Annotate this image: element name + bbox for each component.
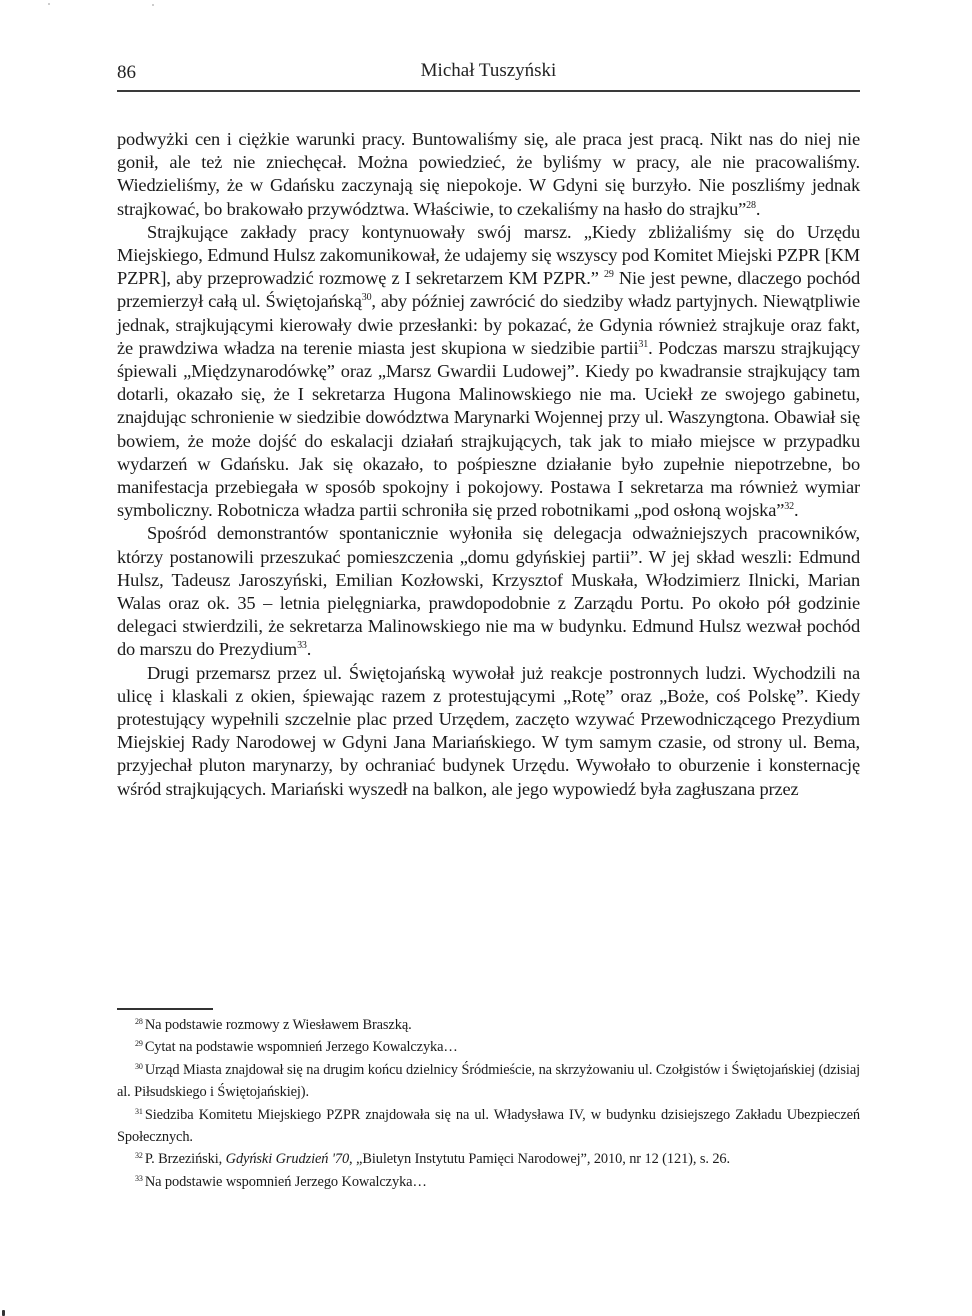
header-rule [117, 90, 860, 92]
text-run: Nie jest pewne, dlaczego pochód przemierzył całą ul. Świętojańską [117, 268, 860, 312]
text-run: Urząd Miasta znajdował się na drugim końcu dzielnicy Śródmieście, na skrzyżowaniu ul. Czołgistów i Świętojańskiej (dzisiaj al. Piłsudskiego i Świętojańskiej). [117, 1061, 860, 1101]
scan-speck [48, 3, 50, 5]
footnote [117, 1104, 860, 1149]
running-head-author: Michał Tuszyński [420, 60, 557, 81]
text-run: , aby później zawrócić do siedziby władz partyjnych. Niewątpliwie jednak, strajkującymi kierowały dwie przesłanki: by pokazać, że Gdynia również strajkuje oraz fakt, że prawdziwa władza na terenie miasta jest skupiona w siedzibie partii [117, 291, 860, 358]
text-run: Spośród demonstrantów spontanicznie wyłoniła się delegacja odważniejszych pracowników, którzy postanowili przeszukać pomieszczenia „domu gdyńskiej partii”. W jej skład weszli: Edmund Hulsz, Tadeusz Jaroszyński, Emilian Kozłowski, Krzysztof Muskała, Włodzimierz Ilnicki, Marian Walas oraz ok. 35 – letnia pielęgniarka, prawdopodobnie z Zarządu Portu. Po około pół godzinie delegaci stwierdzili, że sekretarza Malinowskiego nie ma w budynku. Edmund Hulsz wezwał pochód do marszu do Prezydium [117, 523, 860, 660]
text-run: Siedziba Komitetu Miejskiego PZPR znajdowała się na ul. Władysława IV, w budynku dzisiejszego Zakładu Ubezpieczeń Społecznych. [117, 1106, 860, 1146]
scan-speck [152, 4, 154, 6]
text-run: . [793, 500, 799, 521]
scan-speck [2, 1310, 5, 1316]
text-run: Cytat na podstawie wspomnień Jerzego Kowalczyka… [144, 1039, 458, 1056]
text-run: , „Biuletyn Instytutu Pamięci Narodowej”, 2010, nr 12 (121), s. 26. [349, 1151, 731, 1168]
italic-title: Gdyński Grudzień '70 [225, 1151, 350, 1168]
text-run: Drugi przemarsz przez ul. Świętojańską wywołał już reakcje postronnych ludzi. Wychodzili na ulicę i klaskali z okien, śpiewając razem z protestującymi „Rotę” oraz „Boże, coś Polskę”. Kiedy protestujący wypełnili szczelnie plac przed Urzędem, zaczęto wzywać Przewodniczącego Prezydium Miejskiej Rady Narodowej w Gdyni Jana Mariańskiego. W tym samym czasie, od strony ul. Bema, przyjechał pluton marynarzy, by ochraniać budynek Urzędu. Wywołało to oburzenie i konsternację wśród strajkujących. Mariański wyszedł na balkon, ale jego wypowiedź była zagłuszana przez [117, 662, 860, 799]
footnote-reference: 30 [361, 292, 372, 304]
footnote [117, 1171, 860, 1193]
text-run: Strajkujące zakłady pracy kontynuowały swój marsz. „Kiedy zbliżaliśmy się do Urzędu Miejskiego, Edmund Hulsz zakomunikował, że udajemy się wszyscy pod Komitet Miejski PZPR [KM PZPR], aby przeprowadzić rozmowę z I sekretarzem KM PZPR.” [117, 221, 860, 289]
footnote-reference: 29 [603, 269, 614, 281]
text-run: . [755, 198, 761, 219]
footnote-number: 29 [135, 1039, 143, 1049]
text-run: P. Brzeziński, [144, 1151, 226, 1168]
footnote [117, 1059, 860, 1104]
text-run: Na podstawie rozmowy z Wiesławem Braszką. [144, 1017, 412, 1033]
text-run: Na podstawie wspomnień Jerzego Kowalczyka… [144, 1173, 427, 1190]
footnote-number: 30 [135, 1061, 143, 1071]
footnote-separator [117, 1008, 213, 1010]
footnote-reference: 28 [746, 199, 756, 211]
paragraph [117, 522, 860, 661]
body-text [117, 128, 860, 801]
footnote-reference: 33 [297, 640, 307, 652]
paragraph [117, 221, 860, 523]
footnote-number: 28 [135, 1017, 143, 1026]
footnote [117, 1014, 860, 1036]
text-run: . Podczas marszu strajkujący śpiewali „Międzynarodówkę” oraz „Marsz Gwardii Ludowej”. Kiedy po kwadransie strajkujący tam dotarli, okazało się, że I sekretarza Hugona Malinowskiego nie ma. Uciekł ze swojego gabinetu, znajdując schronienie w siedzibie dowództwa Marynarki Wojennej przy ul. Waszyngtona. Obawiał się bowiem, że może dojść do eskalacji działań strajkujących, tak jak to miało miejsce w przypadku wydarzeń w Gdańsku. Jak się okazało, to pośpieszne działanie było zupełnie niepotrzebne, bo manifestacja przebiegała w sposób spokojny i pokojowy. Postawa I sekretarza ma również wymiar symboliczny. Robotnicza władza partii schroniła się przed robotnikami „pod osłoną wojska” [117, 337, 860, 521]
text-run: podwyżki cen i ciężkie warunki pracy. Buntowaliśmy się, ale praca jest pracą. Nikt nas do niej nie gonił, ale też nie zniechęcał. Można powiedzieć, że byliśmy w pracy, ale nie pracowaliśmy. Wiedzieliśmy, że w Gdańsku zaczynają się niepokoje. W Gdyni się burzyło. Nie poszliśmy jednak strajkować, bo brakowało przywództwa. Właściwie, to czekaliśmy na hasło do strajku” [117, 129, 860, 219]
footnotes [117, 1014, 860, 1193]
text-run: . [306, 639, 312, 660]
paragraph [117, 128, 860, 221]
footnote [117, 1036, 860, 1058]
page-number: 86 [117, 62, 136, 83]
footnote-reference: 32 [784, 501, 794, 513]
footnote-number: 33 [135, 1173, 143, 1183]
paragraph [117, 662, 860, 801]
footnote-number: 31 [135, 1106, 143, 1116]
footnote [117, 1148, 860, 1170]
footnote-number: 32 [135, 1151, 143, 1161]
page-header [117, 58, 860, 90]
footnote-reference: 31 [638, 338, 649, 350]
